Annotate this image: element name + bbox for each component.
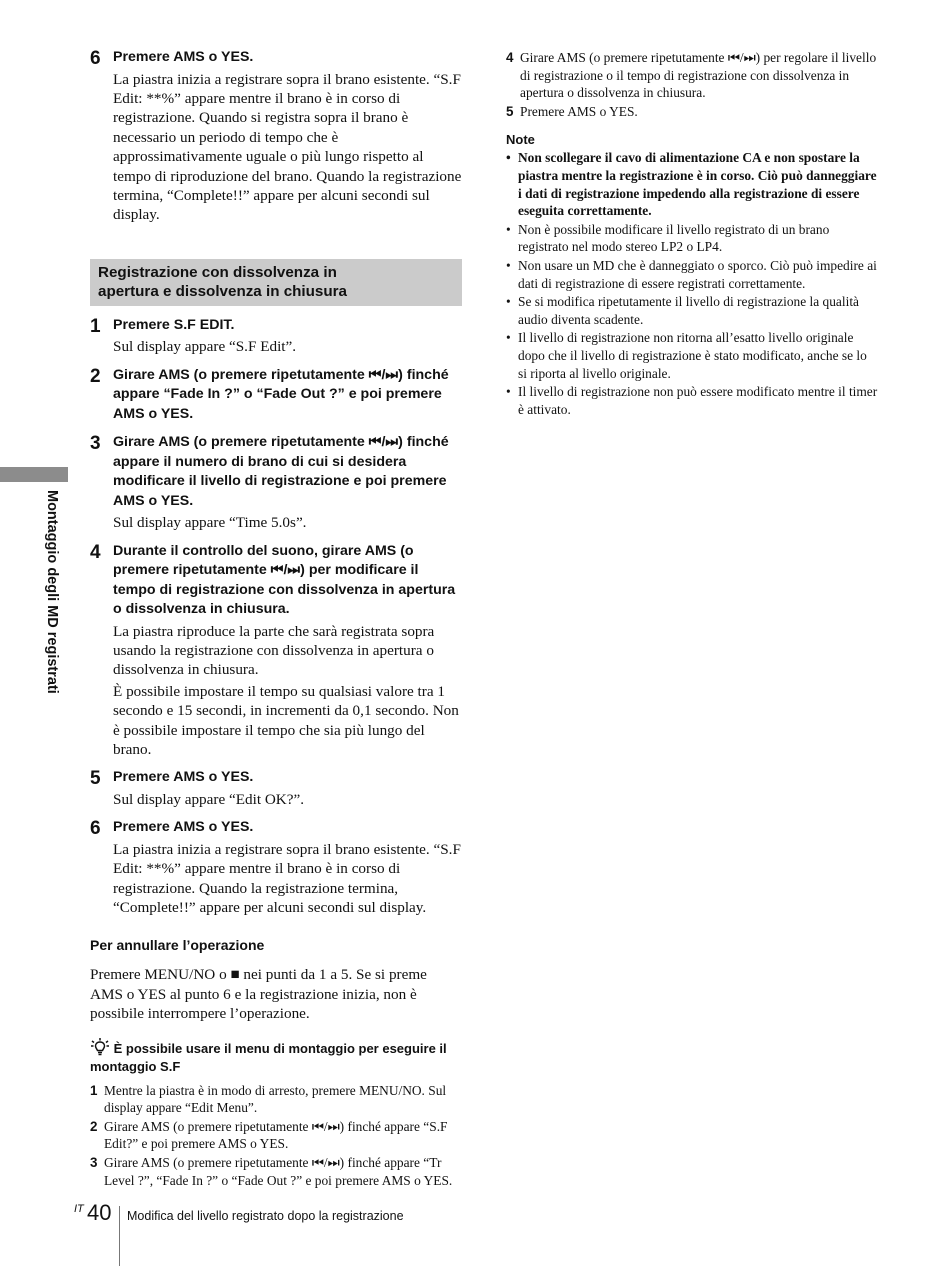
page-number: 40 (87, 1200, 112, 1225)
step-text: Sul display appare “S.F Edit”. (113, 338, 297, 356)
side-tab-marker (0, 467, 68, 482)
step-number: 5 (90, 768, 101, 790)
tip-step-text: Premere AMS o YES. (520, 103, 638, 119)
step-2 (90, 366, 462, 425)
step-6-overwrite (90, 48, 462, 225)
step-heading: Durante il controllo del suono, girare AMS (o premere ripetutamente ⏮/⏭) per modificare il tempo di registrazione con dissolvenza in apertura o dissolvenza in chiusura. (113, 542, 456, 618)
tip-step-text: Girare AMS (o premere ripetutamente ⏮/⏭) finché appare “Tr Level ?”, “Fade In ?” o “Fade Out ?” e poi premere AMS o YES. (104, 1155, 453, 1188)
tip-step-text: Girare AMS (o premere ripetutamente ⏮/⏭) per regolare il livello di registrazione o il tempo di registrazione con dissolvenza in apertura o dissolvenza in chiusura. (520, 50, 877, 101)
step-4 (90, 542, 462, 760)
tip-step-2 (90, 1118, 462, 1153)
tip-step-3 (90, 1154, 462, 1189)
tip-step-text: Mentre la piastra è in modo di arresto, premere MENU/NO. Sul display appare “Edit Menu”. (104, 1082, 447, 1116)
left-column (90, 48, 462, 1189)
note-item: • Il livello di registrazione non può essere modificato mentre il timer è attivato. (506, 383, 878, 418)
step-number: 2 (90, 365, 101, 387)
tip-step-number: 5 (506, 103, 514, 119)
step-text: Sul display appare “Edit OK?”. (113, 790, 305, 808)
note-item: • Non scollegare il cavo di alimentazione CA e non spostare la piastra mentre la registrazione è in corso. Ciò può danneggiare i dati di registrazione impedendo alla registrazione di essere eseguita correttamente. (506, 149, 878, 219)
cancel-text: Premere MENU/NO o ■ nei punti da 1 a 5. Se si preme AMS o YES al punto 6 e la registrazione inizia, non è possibile interrompere l’operazione. (90, 966, 427, 1023)
note-item: • Non usare un MD che è danneggiato o sporco. Ciò può impedire ai dati di registrazione di essere registrati correttamente. (506, 257, 878, 292)
step-text: Sul display appare “Time 5.0s”. (113, 514, 307, 532)
note-list (506, 149, 878, 418)
section-title-line-2: apertura e dissolvenza in chiusura (98, 282, 347, 300)
step-text: La piastra inizia a registrare sopra il brano esistente. “S.F Edit: **%” appare mentre il brano è in corso di registrazione. Quando si registra sopra il brano è necessario un periodo di tempo che è approssimativamente uguale o più lungo rispetto al tempo di riproduzione del brano. Quando la registrazione termina, “Complete!!” appare per alcuni secondi sul display. (113, 70, 462, 224)
step-number: 1 (90, 315, 101, 337)
note-item: • Non è possibile modificare il livello registrato di un brano registrato nel modo stereo LP2 o LP4. (506, 221, 878, 256)
step-5 (90, 768, 462, 809)
step-text: La piastra riproduce la parte che sarà registrata sopra usando la registrazione con dissolvenza in apertura o dissolvenza in chiusura. (113, 622, 435, 679)
tip-step-1 (90, 1082, 462, 1117)
step-heading: Girare AMS (o premere ripetutamente ⏮/⏭) finché appare il numero di brano di cui si desidera modificare il livello di registrazione e poi premere AMS o YES. (113, 434, 449, 509)
footer-divider (119, 1206, 120, 1266)
section-title-fade (90, 259, 462, 306)
step-3 (90, 433, 462, 532)
tip-step-number: 2 (90, 1118, 98, 1134)
tip-step-text: Girare AMS (o premere ripetutamente ⏮/⏭) finché appare “S.F Edit?” e poi premere AMS o YES. (104, 1118, 448, 1152)
step-number: 6 (90, 818, 101, 840)
tip-heading (90, 1038, 462, 1076)
lightbulb-tip-icon (90, 1038, 110, 1056)
tip-step-number: 4 (506, 50, 514, 65)
tip-steps-left (90, 1082, 462, 1190)
right-column (506, 48, 878, 419)
tip-step-5 (506, 103, 878, 121)
step-6 (90, 818, 462, 917)
footer-chapter-title: Modifica del livello registrato dopo la registrazione (127, 1209, 404, 1223)
note-item: • Il livello di registrazione non ritorna all’esatto livello originale dopo che il livello di registrazione è stato modificato, anche se lo si riporta al livello originale. (506, 329, 878, 382)
step-number: 3 (90, 433, 101, 455)
tip-heading-text: È possibile usare il menu di montaggio per eseguire il montaggio S.F (90, 1040, 447, 1074)
note-heading: Note (506, 132, 535, 148)
step-1 (90, 316, 462, 357)
step-heading: Premere AMS o YES. (113, 769, 254, 786)
tip-step-number: 3 (90, 1155, 98, 1171)
cancel-heading: Per annullare l’operazione (90, 937, 265, 954)
footer-language: IT (74, 1203, 84, 1215)
note-item: • Se si modifica ripetutamente il livello di registrazione la qualità audio diventa scadente. (506, 293, 878, 328)
step-number: 4 (90, 541, 101, 563)
step-text-extra: È possibile impostare il tempo su qualsiasi valore tra 1 secondo e 15 secondi, in incrementi da 0,1 secondo. Non è possibile impostare il tempo che sia più lungo del brano. (113, 682, 459, 758)
section-title-line-1: Registrazione con dissolvenza in (98, 263, 337, 281)
step-text: La piastra inizia a registrare sopra il brano esistente. “S.F Edit: **%” appare mentre il brano è in corso di registrazione. Quando la registrazione termina, “Complete!!” appare per alcuni secondi sul display. (113, 840, 461, 917)
tip-step-number: 1 (90, 1082, 98, 1098)
side-tab-label: Montaggio degli MD registrati (44, 490, 60, 694)
step-heading: Girare AMS (o premere ripetutamente ⏮/⏭) finché appare “Fade In ?” o “Fade Out ?” e poi premere AMS o YES. (113, 366, 449, 422)
step-number: 6 (90, 48, 101, 69)
tip-step-4 (506, 49, 878, 102)
step-heading: Premere AMS o YES. (113, 819, 254, 836)
step-heading: Premere S.F EDIT. (113, 316, 235, 333)
step-heading: Premere AMS o YES. (113, 49, 254, 65)
